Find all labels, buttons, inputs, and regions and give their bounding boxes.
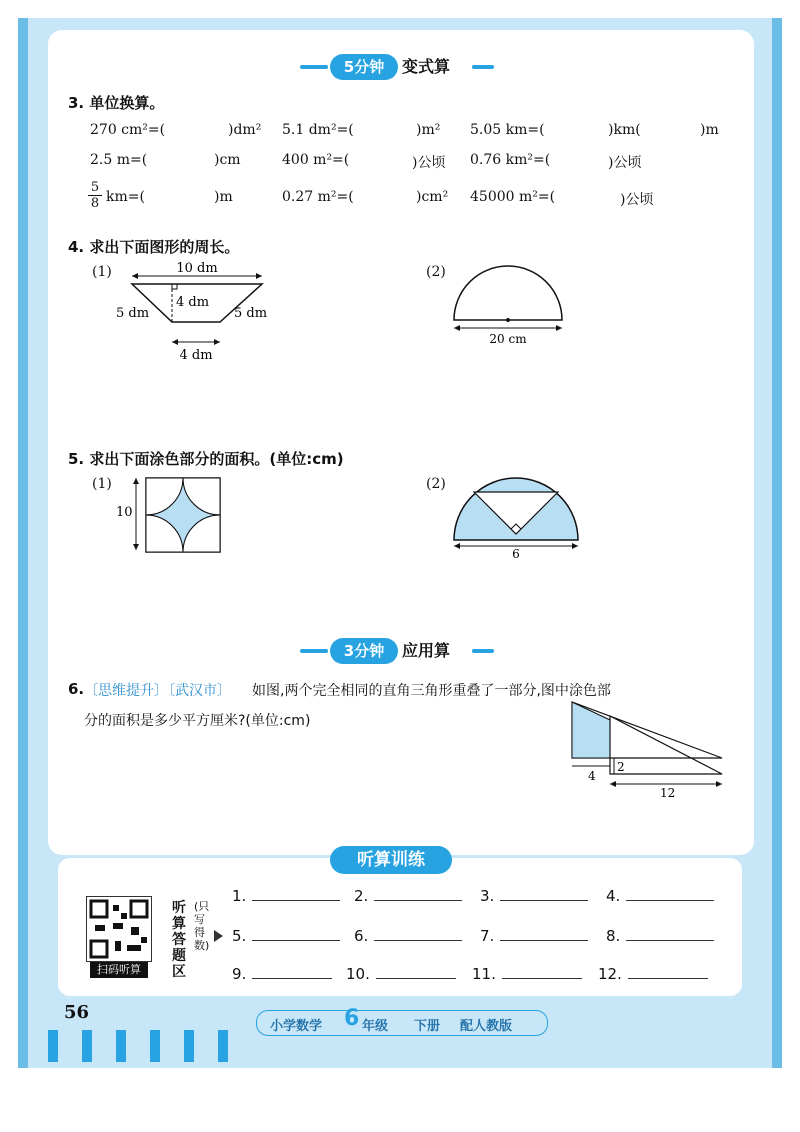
header-line-right bbox=[472, 65, 494, 69]
answer-slot[interactable]: 7. bbox=[480, 926, 588, 945]
arrow-head bbox=[256, 273, 262, 279]
section-header-3min bbox=[300, 638, 500, 664]
header-title: 变式算 bbox=[402, 57, 451, 76]
trapezoid-figure bbox=[100, 262, 300, 372]
qr-caption: 扫码听算 bbox=[90, 962, 148, 978]
decor-stripe bbox=[116, 1030, 126, 1062]
square-side-label: 10 bbox=[116, 505, 133, 520]
semicircle-shape bbox=[454, 266, 562, 320]
arrow-head bbox=[133, 478, 139, 484]
fraction-numerator: 5 bbox=[88, 180, 102, 196]
arrow-head bbox=[556, 325, 562, 331]
trap-top-label: 10 dm bbox=[176, 262, 218, 276]
arrow-head bbox=[610, 781, 616, 787]
decor-stripe bbox=[184, 1030, 194, 1062]
semicircle-figure bbox=[446, 258, 576, 353]
q3-item: 45000 m²=( bbox=[470, 189, 556, 205]
semicircle-triangle-figure bbox=[446, 470, 586, 560]
triangle-b bbox=[610, 716, 722, 774]
decor-stripe bbox=[150, 1030, 160, 1062]
arrow-head bbox=[132, 273, 138, 279]
answer-slot[interactable]: 8. bbox=[606, 926, 714, 945]
dim-label-2: 2 bbox=[617, 760, 625, 774]
q6-line-2: 分的面积是多少平方厘米?(单位:cm) bbox=[84, 713, 311, 729]
semi-width-label: 6 bbox=[512, 547, 520, 560]
header-time-badge: 3分钟 bbox=[330, 638, 398, 664]
q3-item: )公顷 bbox=[412, 155, 446, 171]
q4-title: 4. 求出下面图形的周长。 bbox=[68, 238, 240, 256]
answer-slot[interactable]: 12. bbox=[598, 964, 708, 983]
page-number: 56 bbox=[64, 1002, 90, 1023]
play-arrow-icon bbox=[214, 930, 223, 942]
qr-code-icon[interactable] bbox=[86, 896, 152, 962]
answer-slot[interactable]: 11. bbox=[472, 964, 582, 983]
q3-item: km=( bbox=[106, 189, 145, 205]
q6-number: 6. bbox=[68, 680, 85, 698]
q4-fig1-label: (1) bbox=[92, 264, 112, 280]
square-figure bbox=[112, 470, 232, 560]
trap-left-label: 5 dm bbox=[116, 306, 150, 321]
q5-fig1-label: (1) bbox=[92, 476, 112, 492]
trap-right-label: 5 dm bbox=[234, 306, 268, 321]
answer-slot[interactable]: 9. bbox=[232, 964, 332, 983]
q3-item: 0.27 m²=( bbox=[282, 189, 354, 205]
trap-bottom-label: 4 dm bbox=[179, 348, 213, 363]
q3-item: 5.05 km=( bbox=[470, 122, 545, 138]
q3-fraction bbox=[88, 180, 102, 211]
listen-side-label: 听算答题区 bbox=[172, 900, 186, 980]
q3-item: )km( bbox=[608, 122, 641, 138]
q3-item: 5.1 dm²=( bbox=[282, 122, 354, 138]
answer-slot[interactable]: 5. bbox=[232, 926, 340, 945]
q5-title: 5. 求出下面涂色部分的面积。(单位:cm) bbox=[68, 450, 344, 468]
decor-stripe bbox=[218, 1030, 228, 1062]
arrow-head bbox=[572, 543, 578, 549]
q3-item: )m bbox=[700, 122, 719, 138]
q3-item: )m bbox=[214, 189, 233, 205]
q3-item: 270 cm²=( bbox=[90, 122, 166, 138]
q5-fig2-label: (2) bbox=[426, 476, 446, 492]
q3-item: )公顷 bbox=[608, 155, 642, 171]
q3-item: )dm² bbox=[228, 122, 262, 138]
dim-label-4: 4 bbox=[588, 769, 596, 783]
header-line-left bbox=[300, 65, 328, 69]
trap-height-label: 4 dm bbox=[176, 295, 210, 310]
header-line-right bbox=[472, 649, 494, 653]
shaded-region bbox=[572, 702, 610, 758]
decor-stripe bbox=[82, 1030, 92, 1062]
q3-item: )公顷 bbox=[620, 192, 654, 208]
dim-label-12: 12 bbox=[660, 786, 676, 800]
arrow-head bbox=[172, 339, 178, 345]
q3-item: )cm bbox=[214, 152, 241, 168]
header-time-badge: 5分钟 bbox=[330, 54, 398, 80]
answer-slot[interactable]: 4. bbox=[606, 886, 714, 905]
arrow-head bbox=[454, 325, 460, 331]
q3-item: 0.76 km²=( bbox=[470, 152, 551, 168]
answer-slot[interactable]: 1. bbox=[232, 886, 340, 905]
footer-subject: 小学数学 bbox=[270, 1019, 323, 1034]
q6-tags: 〔思维提升〕〔武汉市〕 bbox=[84, 683, 231, 699]
footer-volume: 下册 bbox=[414, 1019, 441, 1034]
answer-slot[interactable]: 3. bbox=[480, 886, 588, 905]
listen-title: 听算训练 bbox=[330, 846, 452, 874]
q3-title: 3. 单位换算。 bbox=[68, 94, 165, 112]
center-point bbox=[506, 318, 510, 322]
q3-item: )cm² bbox=[416, 189, 449, 205]
answer-slot[interactable]: 6. bbox=[354, 926, 462, 945]
q3-item: )m² bbox=[416, 122, 441, 138]
q3-item: 400 m²=( bbox=[282, 152, 350, 168]
header-title: 应用算 bbox=[402, 641, 451, 660]
overlap-triangles-figure bbox=[560, 696, 732, 800]
decor-stripe bbox=[48, 1030, 58, 1062]
semi-width-label: 20 cm bbox=[489, 332, 527, 346]
fraction-denominator: 8 bbox=[90, 196, 100, 211]
arrow-head bbox=[133, 544, 139, 550]
listen-side-note: (只写得数) bbox=[194, 900, 210, 952]
q4-fig2-label: (2) bbox=[426, 264, 446, 280]
arrow-head bbox=[454, 543, 460, 549]
arrow-head bbox=[716, 781, 722, 787]
section-header-5min bbox=[300, 54, 500, 80]
answer-slot[interactable]: 10. bbox=[346, 964, 456, 983]
footer-edition: 配人教版 bbox=[460, 1019, 513, 1034]
q3-item: 2.5 m=( bbox=[90, 152, 148, 168]
answer-slot[interactable]: 2. bbox=[354, 886, 462, 905]
footer-grade-num: 6 bbox=[344, 1006, 360, 1031]
arrow-head bbox=[214, 339, 220, 345]
q6-line-1: 如图,两个完全相同的直角三角形重叠了一部分,图中涂色部 bbox=[252, 683, 611, 699]
header-line-left bbox=[300, 649, 328, 653]
footer-grade: 年级 bbox=[362, 1019, 389, 1034]
